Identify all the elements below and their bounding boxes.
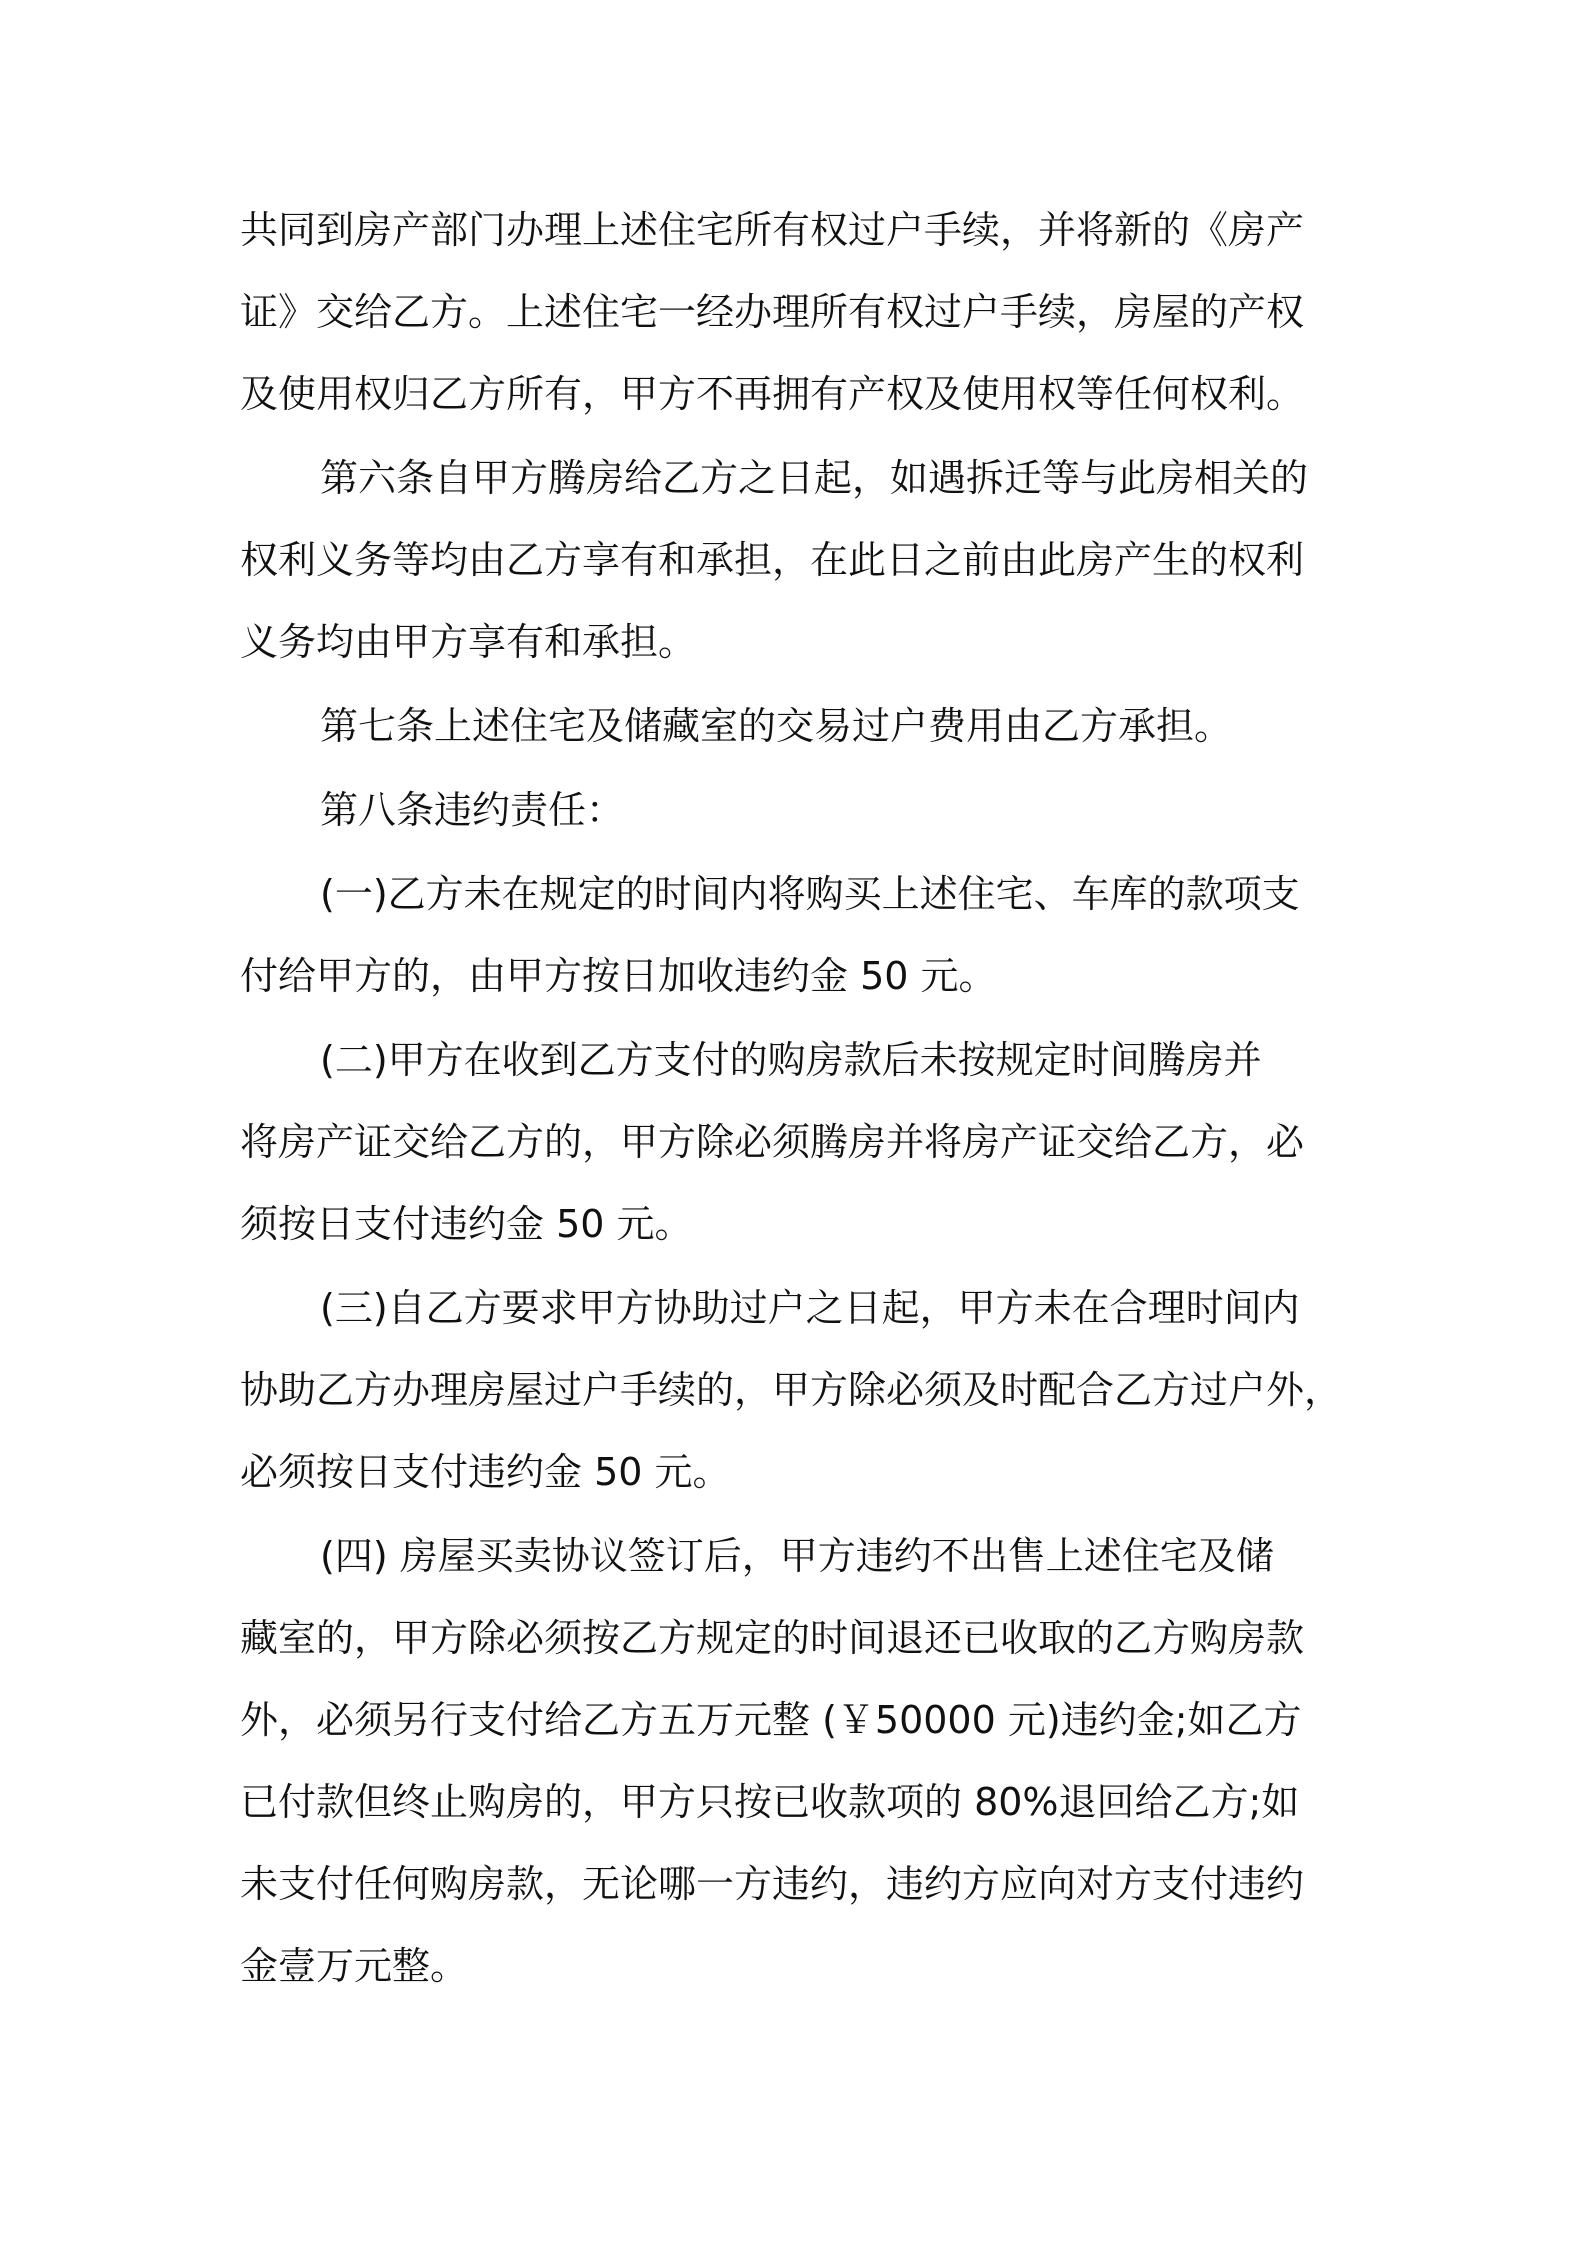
text-line: 共同到房产部门办理上述住宅所有权过户手续，并将新的《房产 (240, 208, 1305, 252)
text-line: 须按日支付违约金 50 元。 (240, 1202, 693, 1246)
article-eight-heading: 第八条违约责任： (320, 788, 625, 832)
text-line: 付给甲方的，由甲方按日加收违约金 50 元。 (240, 954, 997, 998)
text-line: 必须按日支付违约金 50 元。 (240, 1450, 731, 1494)
clause-three-line: (三)自乙方要求甲方协助过户之日起，甲方未在合理时间内 (320, 1286, 1300, 1330)
text-line: 藏室的，甲方除必须按乙方规定的时间退还已收取的乙方购房款 (240, 1616, 1305, 1660)
text-line: 未支付任何购房款，无论哪一方违约，违约方应向对方支付违约 (240, 1862, 1305, 1906)
clause-two-line: (二)甲方在收到乙方支付的购房款后未按规定时间腾房并 (320, 1038, 1262, 1082)
text-line: 义务均由甲方享有和承担。 (240, 620, 697, 664)
text-line: 协助乙方办理房屋过户手续的，甲方除必须及时配合乙方过户外， (240, 1368, 1343, 1412)
text-line: 金壹万元整。 (240, 1944, 469, 1988)
text-line: 外，必须另行支付给乙方五万元整 (￥50000 元)违约金;如乙方 (240, 1698, 1302, 1742)
clause-four-line: (四) 房屋买卖协议签订后，甲方违约不出售上述住宅及储 (320, 1534, 1274, 1578)
text-line: 证》交给乙方。上述住宅一经办理所有权过户手续，房屋的产权 (240, 290, 1305, 334)
text-line: 将房产证交给乙方的，甲方除必须腾房并将房产证交给乙方，必 (240, 1120, 1305, 1164)
text-line: 已付款但终止购房的，甲方只按已收款项的 80%退回给乙方;如 (240, 1780, 1300, 1824)
article-seven-line: 第七条上述住宅及储藏室的交易过户费用由乙方承担。 (320, 704, 1233, 748)
text-line: 权利义务等均由乙方享有和承担，在此日之前由此房产生的权利 (240, 538, 1305, 582)
article-six-line: 第六条自甲方腾房给乙方之日起，如遇拆迁等与此房相关的 (320, 456, 1309, 500)
clause-one-line: (一)乙方未在规定的时间内将购买上述住宅、车库的款项支 (320, 872, 1300, 916)
text-line: 及使用权归乙方所有，甲方不再拥有产权及使用权等任何权利。 (240, 372, 1305, 416)
